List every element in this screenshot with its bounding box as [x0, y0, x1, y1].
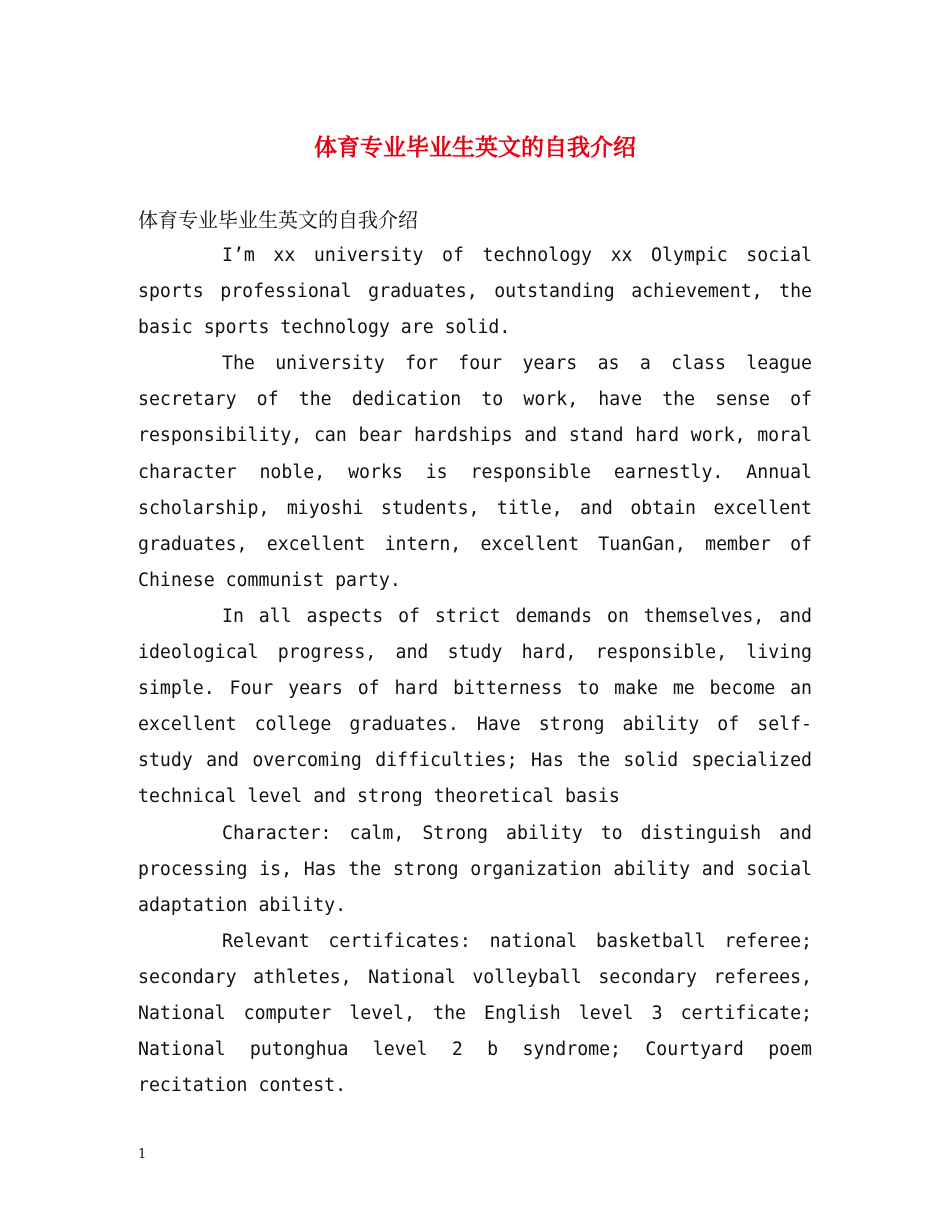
paragraph-aspects: In all aspects of strict demands on themselves, and ideological progress, and study hard, responsible, living simple. Four years of hard bitterness to make me become an excellent college graduates. Have strong ability of self-study and overcoming difficulties; Has the solid specialized technical level and strong theoretical basis: [138, 605, 812, 808]
section-heading: 体育专业毕业生英文的自我介绍: [138, 208, 418, 232]
document-title: 体育专业毕业生英文的自我介绍: [314, 134, 636, 161]
page-number: 1: [138, 1147, 147, 1162]
paragraph-certificates: Relevant certificates: national basketball referee; secondary athletes, National volleyball secondary referees, National computer level, the English level 3 certificate; National putonghua level 2 b syndrome; Courtyard poem recitation contest.: [138, 930, 812, 1097]
paragraph-character: Character: calm, Strong ability to distinguish and processing is, Has the strong organization ability and social adaptation ability.: [138, 822, 812, 916]
paragraph-intro: I’m xx university of technology xx Olympic social sports professional graduates, outstanding achievement, the basic sports technology are solid.: [138, 245, 812, 339]
document-body: [138, 202, 812, 1104]
paragraph-university: The university for four years as a class league secretary of the dedication to work, have the sense of responsibility, can bear hardships and stand hard work, moral character noble, works is responsible earnestly. Annual scholarship, miyoshi students, title, and obtain excellent graduates, excellent intern, excellent TuanGan, member of Chinese communist party.: [138, 353, 812, 591]
